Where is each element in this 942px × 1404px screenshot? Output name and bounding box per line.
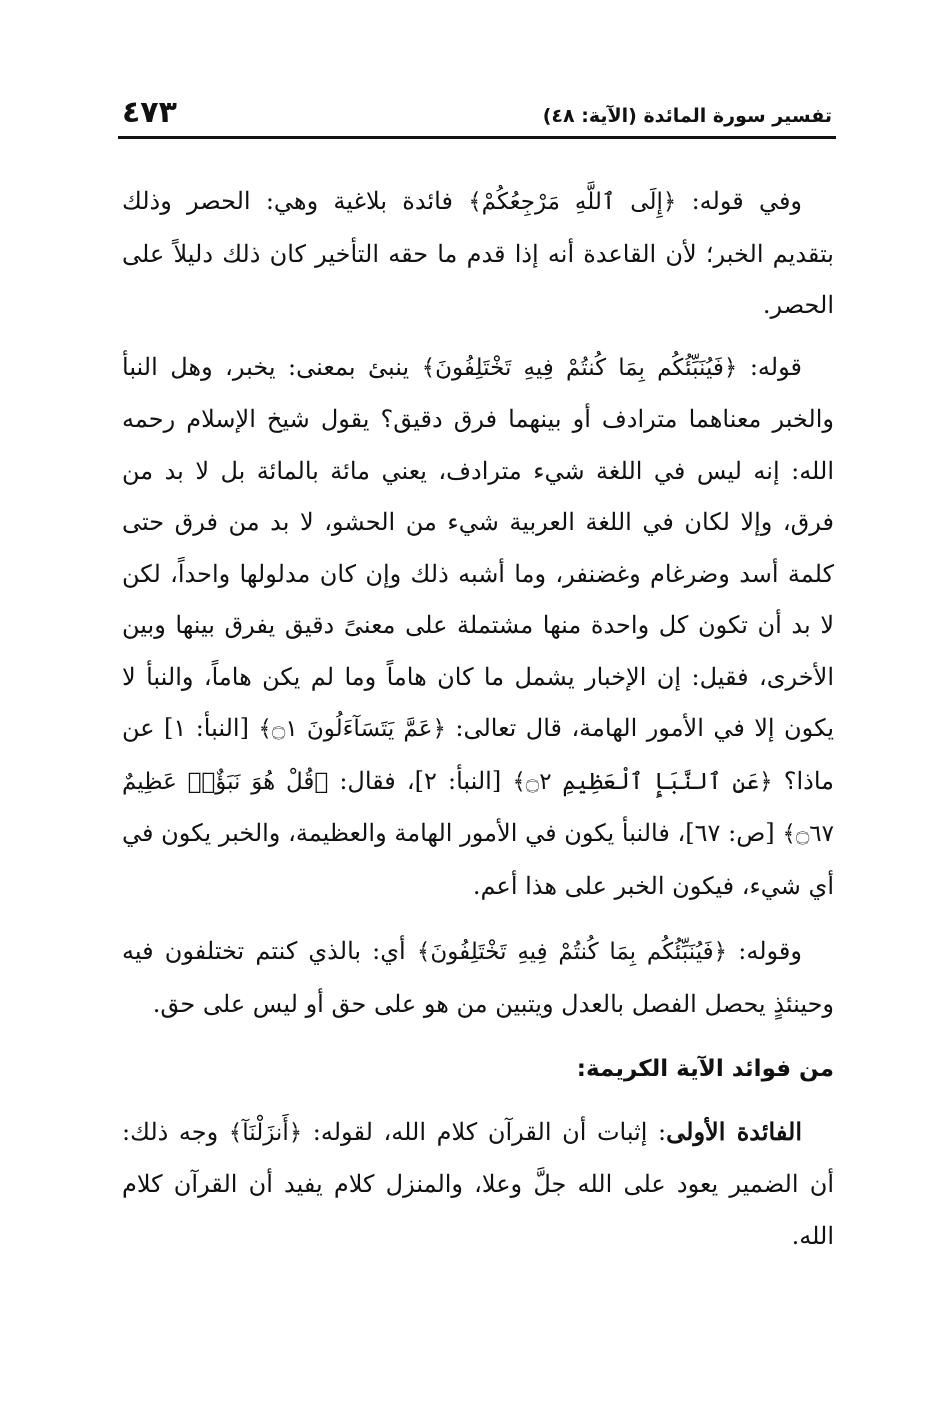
paragraph-2 (122, 342, 834, 913)
paragraph-1-text-b: فائدة بلاغية وهي: الحصر وذلك بتقديم الخبر؛ لأن القاعدة أنه إذا قدم ما حقه التأخير كان ذلك دليلاً على الحصر. (122, 187, 834, 319)
page-body (122, 176, 834, 1276)
quran-verse-3: ﴿عَمَّ يَتَسَآءَلُونَ ۝١﴾ (258, 716, 446, 742)
running-title: تفسير سورة المائدة (الآية: ٤٨) (542, 105, 832, 127)
page-header (122, 86, 832, 130)
paragraph-2-text-d: [النبأ: ٢]، فقال: (328, 766, 513, 795)
header-rule (118, 136, 836, 139)
paragraph-3-text-b: أي: بالذي كنتم تختلفون فيه وحينئذٍ يحصل الفصل بالعدل ويتبين من هو على حق أو ليس على حق. (122, 937, 834, 1018)
paragraph-2-text-b: ينبئ بمعنى: يخبر، وهل النبأ والخبر معناهما مترادف أو بينهما فرق دقيق؟ يقول شيخ الإسلام رحمه الله: إنه ليس في اللغة شيء مترادف، يعني مائة بالمائة بل لا بد من فرق، وإلا لكان في اللغة العربية شيء من الحشو، لا بد من فرق حتى كلمة أسد وضرغام وغضنفر، وما أشبه ذلك وإن كان مدلولها واحداً، لكن لا بد أن تكون كل واحدة منها مشتملة على معنىً دقيق يفرق بينها وبين الأخرى، فقيل: إن الإخبار يشمل ما كان هاماً وما لم يكن هاماً، والنبأ لا يكون إلا في الأمور الهامة، قال تعالى: (122, 352, 835, 742)
paragraph-4-text-b: وجه ذلك: أن الضمير يعود على الله جلَّ وعلا، والمنزل كلام يفيد أن القرآن كلام الله. (122, 1117, 834, 1250)
paragraph-2-text-e: [ص: ٦٧]، فالنبأ يكون في الأمور الهامة والعظيمة، والخبر يكون في أي شيء، فيكون الخبر على هذا أعم. (122, 819, 834, 900)
paragraph-1 (122, 176, 834, 332)
quran-verse-7: ﴿أَنزَلْنَآ﴾ (228, 1119, 303, 1146)
paragraph-2-text-c: [النبأ: ١] عن ماذا؟ (122, 714, 835, 795)
quran-verse-5: ﴿قُلْ هُوَ نَبَؤٌا۟ عَظِيمٌ ۝٦٧﴾ (122, 768, 834, 847)
paragraph-4-text-a: : إثبات أن القرآن كلام الله، لقوله: (302, 1117, 667, 1146)
quran-verse-2: ﴿فَيُنَبِّئُكُم بِمَا كُنتُمْ فِيهِ تَخْتَلِفُونَ﴾ (421, 354, 738, 381)
paragraph-2-text-a: قوله: (737, 352, 802, 381)
paragraph-3-text-a: وقوله: (727, 937, 802, 965)
section-heading: من فوائد الآية الكريمة: (576, 1056, 834, 1082)
paragraph-1-text-a: وفي قوله: (676, 187, 803, 215)
quran-verse-1: ﴿إِلَى ٱللَّهِ مَرْجِعُكُمْ﴾ (468, 189, 677, 215)
quran-verse-4: ﴿عَنِ ٱلنَّبَإِ ٱلْعَظِيمِ ۝٢﴾ (512, 768, 773, 795)
quran-verse-6: ﴿فَيُنَبِّئُكُم بِمَا كُنتُمْ فِيهِ تَخْتَلِفُونَ﴾ (416, 939, 728, 965)
benefit-lead: الفائدة الأولى (666, 1116, 802, 1146)
paragraph-3 (122, 926, 834, 1030)
page-number: ٤٧٣ (122, 95, 177, 130)
paragraph-4 (122, 1106, 834, 1263)
